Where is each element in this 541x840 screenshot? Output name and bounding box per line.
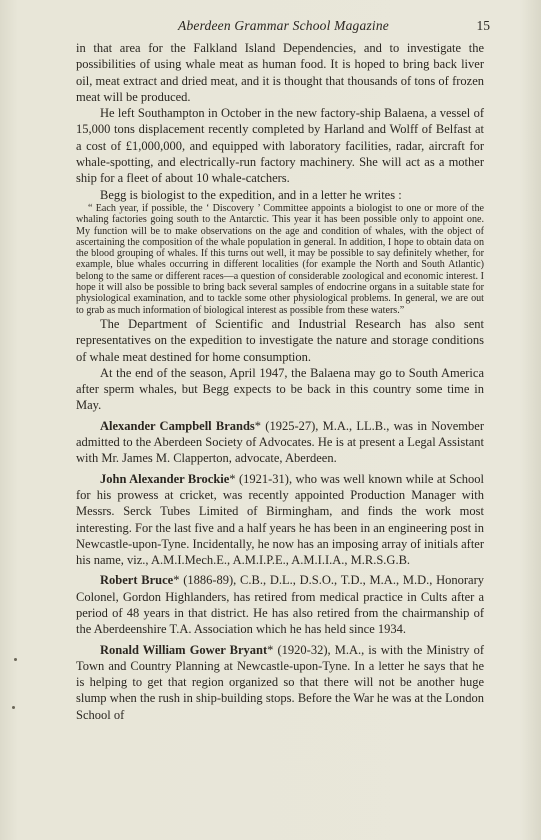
paragraph: At the end of the season, April 1947, the Balaena may go to South America after sperm whales, but Begg expects to be back in this country some time in May. [76, 365, 484, 413]
alumni-name: Robert Bruce [100, 573, 174, 588]
alumni-name: Alexander Campbell Brands [100, 418, 255, 433]
page-header [76, 18, 490, 36]
alumni-name: Ronald William Gower Bryant [100, 642, 268, 657]
alumni-details: * (1886-89), C.B., D.L., D.S.O., T.D., M.A., M.D., Honorary Colonel, Gordon Highlanders, has retired from medical practice in Cults after a period of 48 years in that district. He has also retired from the chairmanship of the Aberdeenshire T.A. Association which he has held since 1934. [76, 573, 485, 637]
alumni-entry [76, 418, 484, 467]
alumni-details: * (1920-32), M.A., is with the Ministry of Town and Country Planning at Newcastle-upon-Tyne. In a letter he says that he is helping to get that region organized so that there will not be another huge slump when the rush in ship-building stops. Before the War he was at the London School of [76, 642, 484, 722]
alumni-entry [76, 572, 484, 637]
paragraph: The Department of Scientific and Industrial Research has also sent representatives on the expedition to investigate the nature and storage conditions of whale meat destined for home consumption. [76, 316, 484, 364]
paragraph: Begg is biologist to the expedition, and in a letter he writes : [100, 187, 402, 202]
margin-speck [14, 658, 17, 661]
article-body [76, 40, 484, 723]
page-number: 15 [476, 18, 490, 33]
alumni-entry [76, 471, 484, 569]
paragraph: in that area for the Falkland Island Dependencies, and to investigate the possibilities of using whale meat as human food. It is hoped to bring back liver oil, meat extract and dried meat, and it is thought that thousands of tons of frozen meat will be produced. [76, 41, 484, 104]
running-title: Aberdeen Grammar School Magazine [178, 18, 389, 33]
quoted-letter: “ Each year, if possible, the ‘ Discovery ’ Committee appoints a biologist to one or more of the whaling factories going south to the Antarctic. This year it has been possible only to appoint one. My function will be to make observations on the age and condition of whales, with the object of ascertaining the composition of the whale population in general. In addition, I hope to obtain data on the blood grouping of whales. If this turns out well, it may be possible to say definitely whether, for example, blue whales occurring in different localities (for example the North and South Atlantic) belong to the same or different races—a question of considerable zoological and economic interest. I hope it will also be possible to bring back several samples of endocrine organs in a suitable state for physiological examination, and to tackle some other physiological problems. In general, we are out to grab as much information of biological interest as possible from these waters.” [76, 202, 484, 316]
paragraph: He left Southampton in October in the new factory-ship Balaena, a vessel of 15,000 tons displacement recently completed by Harland and Wolff of Belfast at a cost of £1,000,000, and equipped with laboratory facilities, radar, aircraft for whale-spotting, and electrically-run factory machinery. She will act as a mother ship for a fleet of about 10 whale-catchers. [76, 106, 484, 186]
alumni-details: * (1925-27), M.A., LL.B., was in November admitted to the Aberdeen Society of Advocates. He is at present a Legal Assistant with Mr. James M. Clapperton, advocate, Aberdeen. [76, 418, 484, 466]
alumni-details: * (1921-31), who was well known while at School for his prowess at cricket, was recently appointed Production Manager with Messrs. Serck Tubes Limited of Birmingham, and finds the work most interesting. For the last five and a half years he has been in an engineering post in Newcastle-upon-Tyne. Incidentally, he now has an imposing array of initials after his name, viz., A.M.I.Mech.E., A.M.I.P.E., A.M.I.I.A., M.R.S.G.B. [76, 471, 484, 568]
alumni-entry [76, 642, 484, 723]
margin-speck [12, 706, 15, 709]
alumni-name: John Alexander Brockie [100, 471, 230, 486]
